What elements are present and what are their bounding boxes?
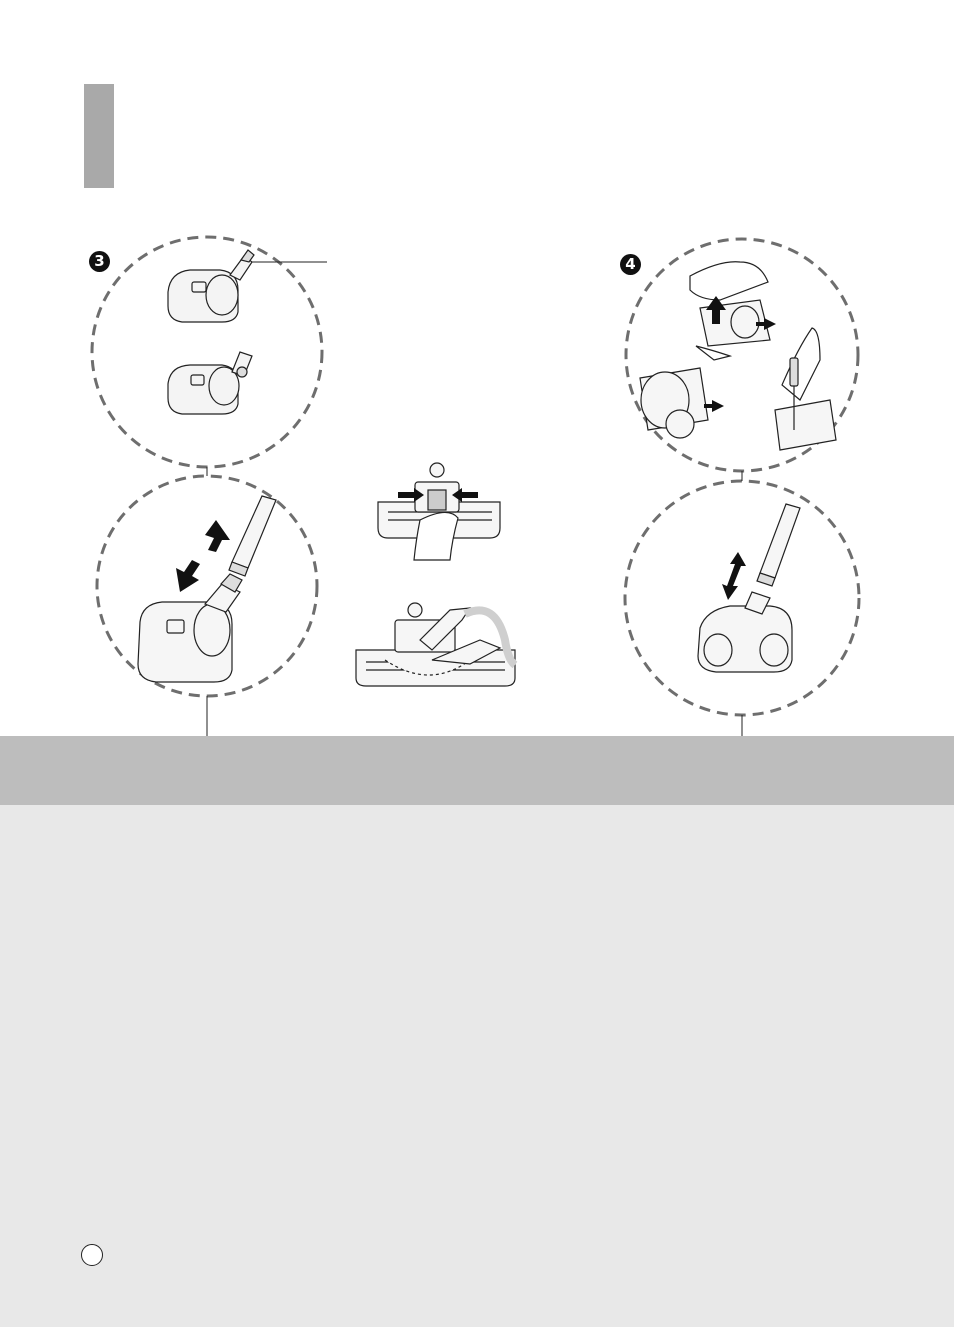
page-number-marker — [81, 1244, 103, 1266]
brush-roll-belt-icon — [356, 603, 515, 686]
instruction-panel — [0, 805, 954, 1327]
turbo-brush-nozzle-icon — [168, 352, 252, 414]
step-badge-4: 4 — [620, 254, 641, 275]
down-arrow-icon — [176, 560, 200, 592]
up-arrow-icon — [205, 520, 230, 552]
double-arrow-icon — [722, 552, 746, 600]
hand-cleaning-brush-icon — [378, 463, 500, 560]
step4-lower-circle — [625, 481, 859, 715]
brush-roll-removal-icon — [640, 262, 836, 450]
section-header-band — [0, 736, 954, 805]
wand-attach-nozzle-icon — [138, 496, 276, 682]
turbo-brush-nozzle-icon — [168, 250, 254, 322]
pet-nozzle-attach-icon — [698, 504, 800, 672]
step-badge-3: 3 — [89, 251, 110, 272]
